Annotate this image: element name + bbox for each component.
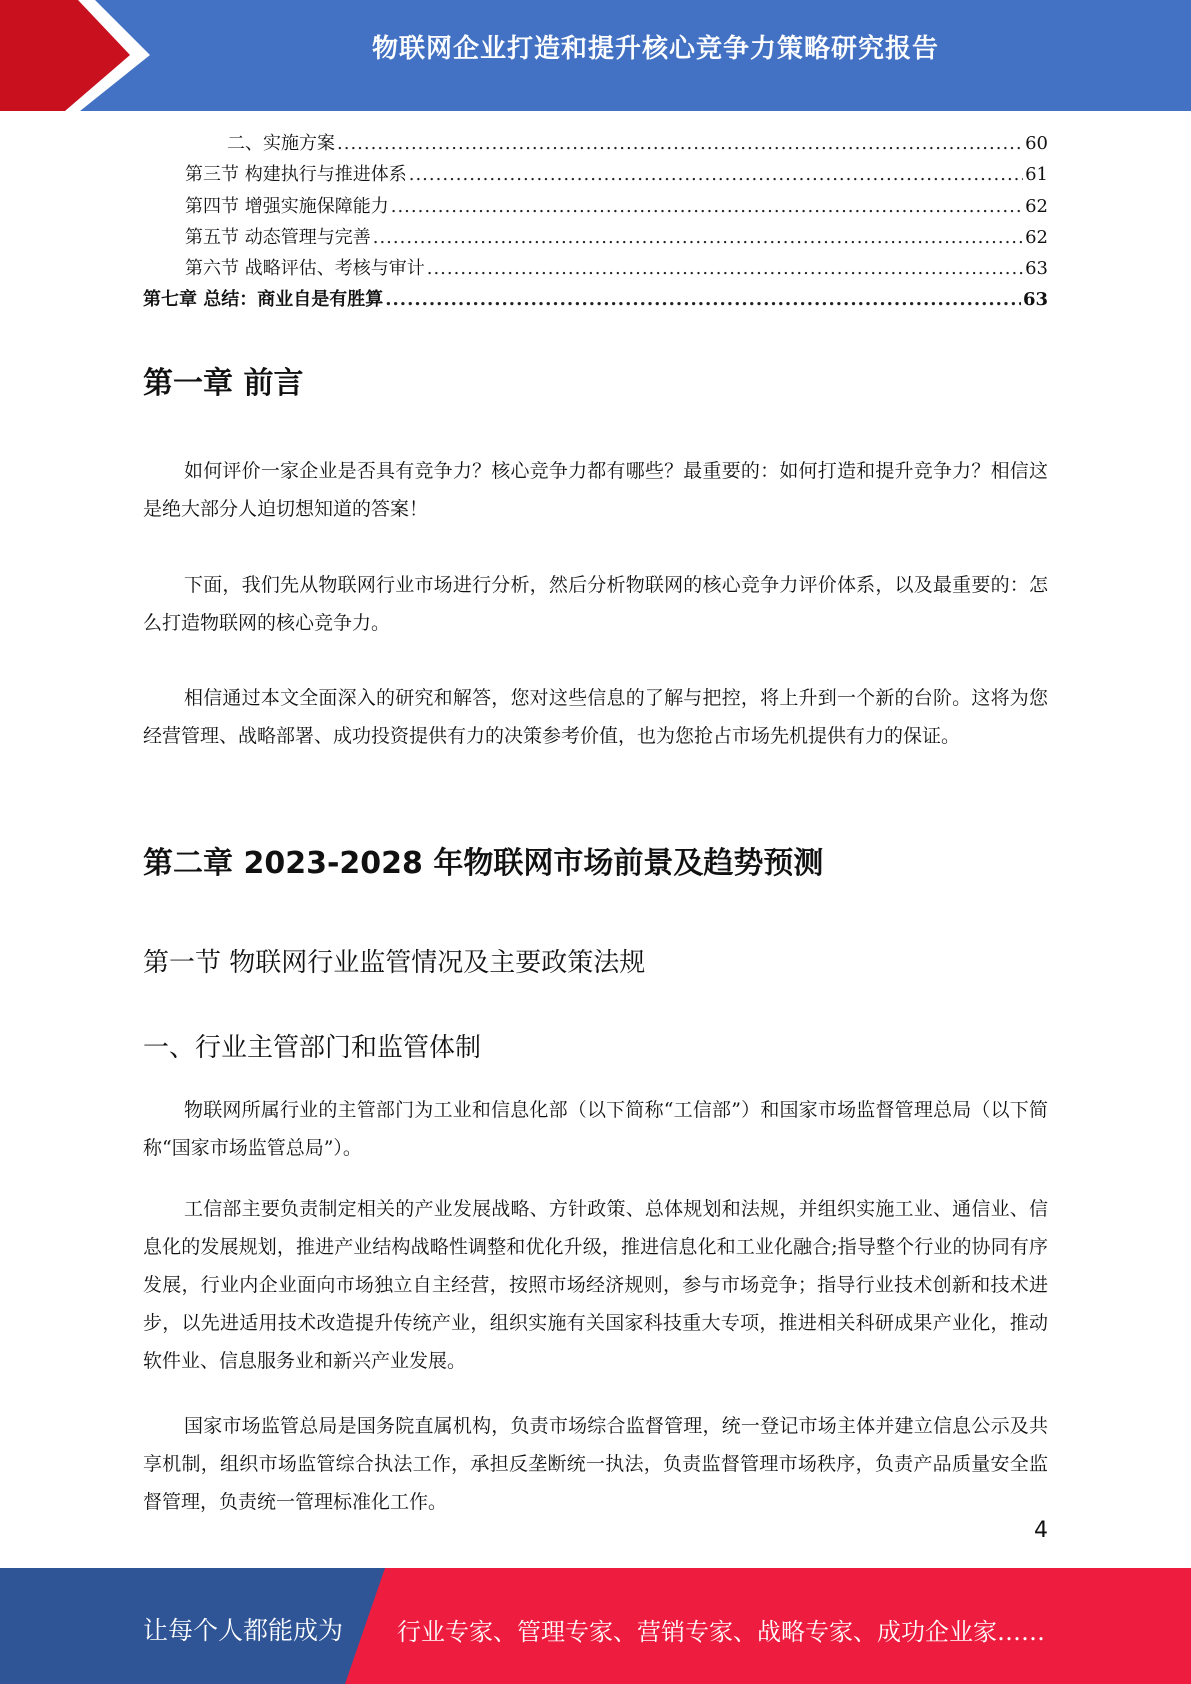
chapter-1-heading: 第一章 前言 xyxy=(143,366,304,401)
body-paragraph: 物联网所属行业的主管部门为工业和信息化部（以下简称“工信部”）和国家市场监督管理总局（以下简称“国家市场监管总局”）。 xyxy=(143,1099,1048,1159)
body-paragraph: 相信通过本文全面深入的研究和解答，您对这些信息的了解与把控，将上升到一个新的台阶。这将为您经营管理、战略部署、成功投资提供有力的决策参考价值，也为您抢占市场先机提供有力的保证。 xyxy=(143,687,1048,747)
table-of-contents xyxy=(143,128,1048,316)
toc-entry[interactable] xyxy=(143,191,1048,222)
subsection-heading: 一、行业主管部门和监管体制 xyxy=(143,1033,482,1063)
toc-leader-dots xyxy=(373,222,1023,253)
toc-entry-page: 62 xyxy=(1025,226,1048,248)
toc-entry-label: 第七章 总结：商业自是有胜算 xyxy=(143,289,384,311)
toc-entry-label: 第三节 构建执行与推进体系 xyxy=(185,164,407,186)
body-paragraph: 如何评价一家企业是否具有竞争力？核心竞争力都有哪些？最重要的：如何打造和提升竞争力？相信这是绝大部分人迫切想知道的答案！ xyxy=(143,460,1048,520)
toc-entry-page: 60 xyxy=(1025,133,1048,154)
toc-leader-dots xyxy=(409,159,1023,190)
toc-entry-label: 第四节 增强实施保障能力 xyxy=(185,195,389,217)
body-paragraph: 工信部主要负责制定相关的产业发展战略、方针政策、总体规划和法规，并组织实施工业、通信业、信息化的发展规划，推进产业结构战略性调整和优化升级，推进信息化和工业化融合;指导整个行业的协同有序发展，行业内企业面向市场独立自主经营，按照市场经济规则，参与市场竞争；指导行业技术创新和技术进步，以先进适用技术改造提升传统产业，组织实施有关国家科技重大专项，推进相关科研成果产业化，推动软件业、信息服务业和新兴产业发展。 xyxy=(143,1198,1048,1372)
section-heading: 第一节 物联网行业监管情况及主要政策法规 xyxy=(143,948,646,978)
footer-slogan-right: 行业专家、管理专家、营销专家、战略专家、成功企业家…… xyxy=(397,1618,1045,1646)
toc-entry-page: 63 xyxy=(1022,289,1048,311)
toc-entry-page: 62 xyxy=(1025,195,1048,217)
toc-entry-label: 二、实施方案 xyxy=(227,133,335,154)
toc-entry-label: 第五节 动态管理与完善 xyxy=(185,226,371,248)
toc-entry[interactable] xyxy=(143,222,1048,253)
report-title: 物联网企业打造和提升核心竞争力策略研究报告 xyxy=(371,34,939,64)
toc-entry[interactable] xyxy=(143,159,1048,190)
toc-leader-dots xyxy=(337,128,1023,159)
page-footer xyxy=(0,1568,1191,1684)
page-header xyxy=(0,0,1191,111)
toc-leader-dots xyxy=(391,191,1023,222)
toc-entry-label: 第六节 战略评估、考核与审计 xyxy=(185,258,425,280)
toc-entry-page: 63 xyxy=(1025,258,1048,280)
footer-slogan-left: 让每个人都能成为 xyxy=(143,1616,344,1645)
toc-entry-chapter[interactable] xyxy=(143,284,1048,315)
toc-entry[interactable] xyxy=(143,253,1048,284)
body-paragraph: 下面，我们先从物联网行业市场进行分析，然后分析物联网的核心竞争力评价体系，以及最重要的：怎么打造物联网的核心竞争力。 xyxy=(143,574,1048,634)
toc-leader-dots xyxy=(427,253,1023,284)
body-paragraph: 国家市场监管总局是国务院直属机构，负责市场综合监督管理，统一登记市场主体并建立信息公示及共享机制，组织市场监管综合执法工作，承担反垄断统一执法，负责监督管理市场秩序，负责产品质量安全监督管理，负责统一管理标准化工作。 xyxy=(143,1415,1048,1513)
toc-leader-dots xyxy=(385,284,1021,315)
page-number: 4 xyxy=(1034,1518,1048,1543)
chapter-2-heading: 第二章 2023-2028 年物联网市场前景及趋势预测 xyxy=(143,846,824,881)
toc-entry[interactable] xyxy=(143,128,1048,159)
toc-entry-page: 61 xyxy=(1025,164,1048,186)
